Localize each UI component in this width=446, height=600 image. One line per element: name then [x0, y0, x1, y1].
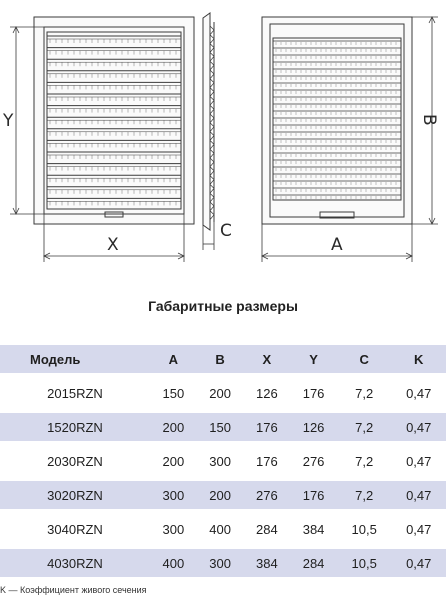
- louver-line: [210, 180, 214, 185]
- table-row: [0, 515, 446, 543]
- cell-c: 10,5: [351, 521, 377, 537]
- dim-x-label: X: [107, 235, 119, 255]
- cell-b: 400: [209, 521, 231, 537]
- cell-k: 0,47: [406, 453, 432, 469]
- louver-line: [210, 206, 214, 211]
- table-header-b: B: [197, 345, 244, 373]
- table-row: [0, 379, 446, 407]
- louver-line: [210, 171, 214, 176]
- louver-line: [210, 132, 214, 136]
- louver-line: [210, 167, 214, 171]
- table-row: [0, 481, 446, 509]
- cell-model: 1520RZN: [0, 413, 150, 441]
- cell-a: 200: [162, 453, 185, 469]
- cell-a: 300: [162, 521, 185, 537]
- cell-model: 4030RZN: [0, 549, 150, 577]
- table-header-a: A: [150, 345, 197, 373]
- louver-line: [210, 140, 214, 144]
- cell-x: 176: [255, 453, 278, 469]
- cell-x: 176: [243, 413, 290, 441]
- louver-line: [210, 30, 214, 35]
- cell-b: 150: [197, 413, 244, 441]
- louver-line: [210, 52, 214, 56]
- cell-a: 200: [150, 413, 197, 441]
- cell-k: 0,47: [391, 549, 446, 577]
- cell-a: 400: [150, 549, 197, 577]
- cell-k: 0,47: [391, 413, 446, 441]
- cell-b: 200: [197, 481, 244, 509]
- cell-y: 176: [302, 385, 325, 401]
- side-view: [203, 13, 214, 230]
- cell-x: 284: [255, 521, 278, 537]
- footnote: K — Коэффициент живого сечения: [0, 585, 147, 595]
- dim-b-label: B: [419, 114, 439, 126]
- louver-line: [210, 44, 214, 48]
- cell-y: 276: [302, 453, 325, 469]
- louver-line: [210, 162, 214, 167]
- louver-line: [210, 35, 214, 39]
- cell-x: 384: [243, 549, 290, 577]
- louver-line: [210, 56, 214, 61]
- back-view: [262, 17, 412, 224]
- grille-technical-drawing: [0, 0, 446, 280]
- table-header-y: Y: [290, 345, 337, 373]
- cell-c: 10,5: [337, 549, 392, 577]
- cell-k: 0,47: [391, 481, 446, 509]
- cell-x: 276: [243, 481, 290, 509]
- table-header-row: [0, 345, 446, 373]
- cell-model: 2015RZN: [47, 385, 103, 401]
- louver-line: [210, 136, 214, 141]
- dim-c-label: C: [220, 221, 232, 241]
- louver-line: [210, 105, 214, 109]
- louver-line: [210, 26, 214, 30]
- louver-line: [210, 114, 214, 118]
- louver-line: [210, 61, 214, 65]
- cell-c: 7,2: [355, 453, 374, 469]
- section-title: Габаритные размеры: [148, 298, 298, 314]
- louver-line: [210, 74, 214, 79]
- cell-model: 3040RZN: [47, 521, 103, 537]
- cell-b: 200: [209, 385, 231, 401]
- louver-line: [210, 158, 214, 162]
- louver-line: [210, 96, 214, 100]
- cell-y: 284: [290, 549, 337, 577]
- cell-model: 2030RZN: [47, 453, 103, 469]
- table-header-k: K: [391, 345, 446, 373]
- dim-y-label: Y: [3, 111, 14, 131]
- cell-a: 300: [150, 481, 197, 509]
- table-header-model: Модель: [0, 345, 150, 373]
- louver-line: [210, 70, 214, 74]
- louver-line: [210, 127, 214, 132]
- cell-x: 126: [255, 385, 278, 401]
- louver-line: [210, 88, 214, 92]
- louver-line: [210, 39, 214, 44]
- cell-b: 300: [197, 549, 244, 577]
- louver-line: [210, 48, 214, 53]
- louver-line: [210, 197, 214, 202]
- louver-line: [210, 100, 214, 105]
- cell-y: 126: [290, 413, 337, 441]
- louver-line: [210, 65, 214, 70]
- louver-line: [210, 79, 214, 83]
- louver-line: [210, 184, 214, 188]
- louver-line: [210, 211, 214, 215]
- cell-y: 176: [290, 481, 337, 509]
- dim-a-label: A: [331, 235, 343, 255]
- louver-line: [210, 109, 214, 114]
- cell-b: 300: [209, 453, 231, 469]
- cell-model: 3020RZN: [0, 481, 150, 509]
- side-louver-profile: [210, 26, 214, 220]
- dimensions-table: [0, 339, 446, 583]
- louver-line: [210, 215, 214, 220]
- louver-line: [210, 144, 214, 149]
- cell-k: 0,47: [406, 385, 432, 401]
- table-header-x: X: [243, 345, 290, 373]
- cell-y: 384: [302, 521, 325, 537]
- louver-line: [210, 83, 214, 88]
- louver-line: [210, 153, 214, 158]
- louver-line: [210, 188, 214, 193]
- table-row: [0, 447, 446, 475]
- cell-c: 7,2: [337, 413, 392, 441]
- front-view: [34, 17, 194, 224]
- louver-line: [210, 123, 214, 127]
- louver-line: [210, 118, 214, 123]
- louver-line: [210, 202, 214, 206]
- louver-line: [210, 193, 214, 197]
- table-row: [0, 413, 446, 441]
- table-header-c: C: [337, 345, 392, 373]
- louver-line: [210, 176, 214, 180]
- side-profile-outer: [203, 13, 210, 230]
- louver-line: [210, 149, 214, 153]
- cell-c: 7,2: [355, 385, 374, 401]
- table-row: [0, 549, 446, 577]
- cell-k: 0,47: [406, 521, 432, 537]
- louver-line: [210, 92, 214, 97]
- cell-a: 150: [162, 385, 185, 401]
- cell-c: 7,2: [337, 481, 392, 509]
